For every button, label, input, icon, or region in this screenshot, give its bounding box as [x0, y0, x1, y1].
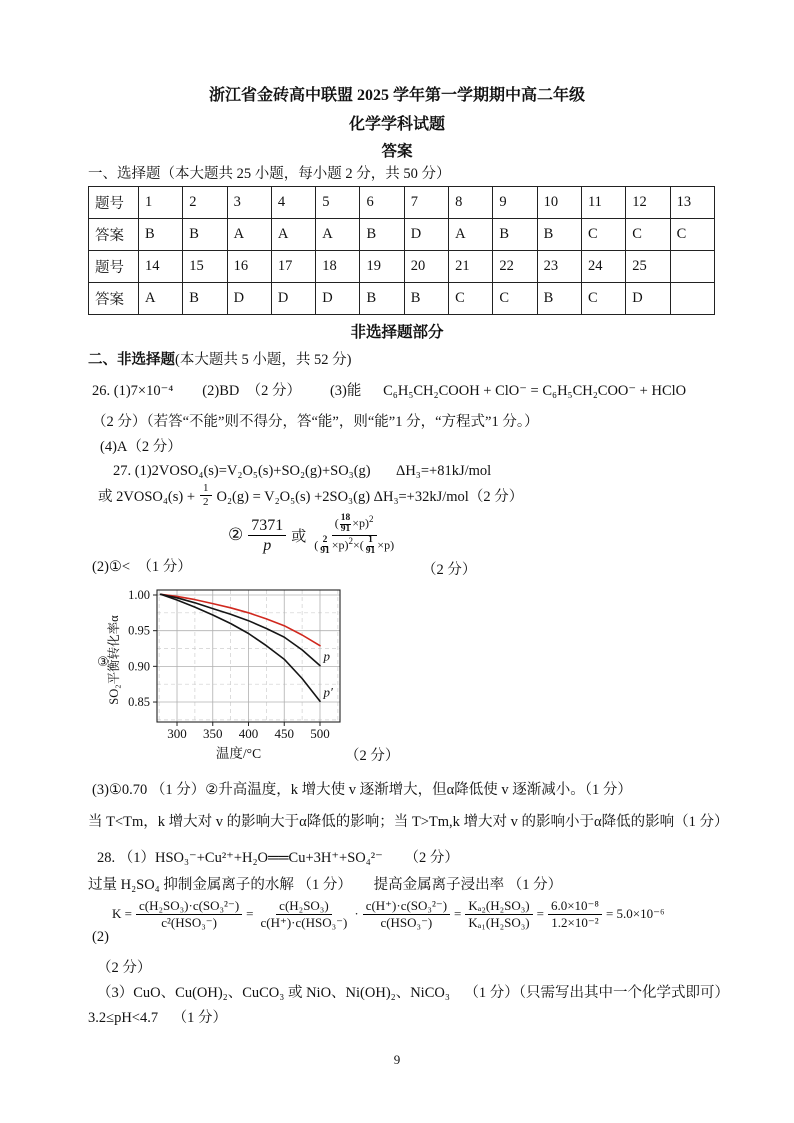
table-cell: 5 — [316, 187, 360, 219]
q28-answer-line2: 过量 H₂SO₄ 抑制金属离子的水解 （1 分） 提高金属离子浸出率 （1 分） — [88, 877, 563, 893]
y-tick-label: 0.90 — [128, 659, 150, 674]
table-cell: 20 — [404, 251, 448, 283]
q28-answer-line3: （3）CuO、Cu(OH)₂、CuCO₃ 或 NiO、Ni(OH)₂、NiCO₃ （1 分）（只需写出其中一个化学式即可） — [97, 985, 730, 1001]
circled-3-annotation: ③ — [97, 654, 109, 669]
table-cell: 9 — [493, 187, 537, 219]
x-tick-label: 350 — [203, 726, 223, 741]
table-cell: C — [449, 283, 493, 315]
table-cell: C — [626, 219, 670, 251]
k-fraction-2: $\frac{\text{c(H₂SO₃)}}{\text{c(H⁺)·c(HSO₃⁻)}}$ — [260, 898, 348, 930]
non-choice-heading-rest: (本大题共 5 小题，共 52 分) — [175, 352, 352, 368]
non-choice-section-heading — [88, 351, 351, 369]
increased-pressure-answer-curve — [161, 594, 320, 645]
table-cell: C — [670, 219, 714, 251]
k-prefix: K = — [112, 906, 132, 922]
table-cell: 2 — [183, 187, 227, 219]
q27-line2-post: O₂(g) = V₂O₅(s) +2SO₃(g) ΔH₃=+32kJ/mol（2 分） — [216, 489, 524, 506]
table-cell: B — [139, 219, 183, 251]
kp-denominator: ( $\frac{2}{91}$ ×p)$^2$×( $\frac{1}{91}$ ×p) — [314, 534, 395, 556]
x-tick-label: 300 — [167, 726, 187, 741]
table-cell: B — [537, 219, 581, 251]
table-row-header-cell: 答案 — [89, 219, 139, 251]
table-row-header-cell: 题号 — [89, 187, 139, 219]
table-cell: A — [316, 219, 360, 251]
table-cell: 14 — [139, 251, 183, 283]
y-tick-label: 1.00 — [128, 587, 150, 602]
k-result: = 5.0×10⁻⁶ — [605, 906, 665, 922]
table-cell: B — [537, 283, 581, 315]
kp-simple-fraction: $\frac{7371}{p}$ — [248, 516, 286, 555]
table-cell: B — [360, 283, 404, 315]
non-choice-part-heading: 非选择题部分 — [350, 324, 444, 341]
table-cell: 1 — [139, 187, 183, 219]
table-cell: 15 — [183, 251, 227, 283]
q27-sub2-score: （2 分） — [422, 562, 477, 578]
table-cell: B — [493, 219, 537, 251]
table-cell: C — [581, 219, 625, 251]
table-cell: 25 — [626, 251, 670, 283]
table-cell: D — [316, 283, 360, 315]
or-text: 或 — [291, 528, 307, 545]
choice-section-heading: 一、选择题（本大题共 25 小题，每小题 2 分，共 50 分） — [88, 166, 451, 182]
q27-kp-formula — [228, 514, 397, 557]
q27-chart-score: （2 分） — [345, 748, 400, 764]
table-cell: 19 — [360, 251, 404, 283]
kp-full-fraction — [311, 514, 397, 557]
table-cell: 16 — [227, 251, 271, 283]
table-cell: A — [139, 283, 183, 315]
table-cell: 11 — [581, 187, 625, 219]
x-tick-label: 400 — [238, 726, 259, 741]
q27-sub3-line1: (3)①0.70 （1 分）②升高温度，k 增大使 v 逐渐增大，但α降低使 v 逐渐减小。（1 分） — [92, 782, 632, 798]
table-cell: 3 — [227, 187, 271, 219]
table-cell: 23 — [537, 251, 581, 283]
non-choice-heading-bold: 二、非选择题 — [88, 352, 175, 368]
conversion-chart — [96, 583, 376, 771]
page-number: 9 — [393, 1052, 401, 1067]
table-cell: 12 — [626, 187, 670, 219]
answer-table — [88, 186, 715, 315]
table-cell: 21 — [449, 251, 493, 283]
table-cell: 7 — [404, 187, 448, 219]
y-axis-label: SO₂平衡转化率α — [107, 615, 121, 705]
p-curve-label: p — [323, 648, 331, 664]
table-cell: D — [626, 283, 670, 315]
table-cell: 22 — [493, 251, 537, 283]
table-cell: C — [581, 283, 625, 315]
table-cell — [670, 283, 714, 315]
y-tick-label: 0.95 — [128, 623, 150, 638]
page-title-line2: 化学学科试题 — [348, 116, 445, 133]
table-cell: C — [493, 283, 537, 315]
q27-sub2-label: (2)①< （1 分） — [92, 559, 192, 575]
x-tick-label: 500 — [310, 726, 330, 741]
q26-answer-line3: (4)A（2 分） — [100, 439, 182, 455]
table-cell — [670, 251, 714, 283]
q28-answer-line4: 3.2≤pH<4.7 （1 分） — [88, 1010, 227, 1026]
q28-answer-line1: 28. （1）HSO₃⁻+Cu²⁺+H₂O══Cu+3H⁺+SO₄²⁻ （2 分） — [97, 850, 459, 866]
table-cell: D — [227, 283, 271, 315]
page-title-answers: 答案 — [381, 143, 413, 160]
page-title-line1: 浙江省金砖高中联盟 2025 学年第一学期期中高二年级 — [208, 87, 585, 104]
table-cell: A — [449, 219, 493, 251]
q28-k-formula: K = $\frac{\text{c(H₂SO₃)·c(SO₃²⁻)}}{\text{c²(HSO₃⁻)}}$ = $\frac{\text{c(H₂SO₃)}}{\text{c(H⁺)·c(HSO₃⁻)}}$ · $\frac{\text{c(H⁺)·c(SO₃²⁻)}}{\text{c(HSO₃⁻)}}$ = $\frac{\text{Kₐ₂(H₂SO₃)}}{\text{Kₐ₁(H₂SO₃)}}$ = $\frac{\text{6.0×10⁻⁸}}{\text{1.2×10⁻²}}$ = 5.0×10⁻⁶ — [112, 898, 665, 930]
k-fraction-4: $\frac{\text{Kₐ₂(H₂SO₃)}}{\text{Kₐ₁(H₂SO₃)}}$ — [465, 898, 532, 930]
table-row-header-cell: 题号 — [89, 251, 139, 283]
p-prime-curve-label: p′ — [323, 684, 333, 700]
k-fraction-3: $\frac{\text{c(H⁺)·c(SO₃²⁻)}}{\text{c(HSO₃⁻)}}$ — [363, 898, 450, 930]
answer-table-body — [89, 187, 715, 315]
q26-answer-line1: 26. (1)7×10⁻⁴ (2)BD （2 分） (3)能 C₆H₅CH₂COOH + ClO⁻ = C₆H₅CH₂COO⁻ + HClO — [92, 383, 687, 399]
half-fraction: $\frac{1}{2}$ — [200, 482, 212, 509]
table-cell: B — [183, 283, 227, 315]
table-row-header-cell: 答案 — [89, 283, 139, 315]
q28-sub2-score: （2 分） — [97, 960, 152, 976]
table-cell: 6 — [360, 187, 404, 219]
x-axis-label: 温度/°C — [215, 746, 262, 761]
q27-line2-pre: 或 2VOSO₄(s) + — [98, 489, 196, 506]
table-cell: D — [404, 219, 448, 251]
table-cell: 4 — [271, 187, 315, 219]
k-fraction-5: $\frac{\text{6.0×10⁻⁸}}{\text{1.2×10⁻²}}$ — [548, 898, 602, 930]
table-cell: 17 — [271, 251, 315, 283]
x-tick-label: 450 — [274, 726, 294, 741]
circled-2: ② — [228, 525, 244, 545]
table-cell: 8 — [449, 187, 493, 219]
p-curve — [161, 594, 320, 665]
table-cell: 10 — [537, 187, 581, 219]
q27-answer-line2 — [98, 482, 523, 509]
q26-answer-line2: （2 分）（若答“不能”则不得分，答“能”，则“能”1 分，“方程式”1 分。） — [92, 414, 539, 430]
q27-answer-line1: 27. (1)2VOSO₄(s)=V₂O₅(s)+SO₂(g)+SO₃(g) ΔH₃=+81kJ/mol — [113, 463, 492, 479]
table-cell: 24 — [581, 251, 625, 283]
table-cell: B — [360, 219, 404, 251]
k-fraction-1: $\frac{\text{c(H₂SO₃)·c(SO₃²⁻)}}{\text{c²(HSO₃⁻)}}$ — [136, 898, 242, 930]
table-cell: 13 — [670, 187, 714, 219]
q27-sub3-line2: 当 T<Tm，k 增大对 v 的影响大于α降低的影响；当 T>Tm,k 增大对 v 的影响小于α降低的影响（1 分） — [88, 814, 729, 830]
table-cell: B — [183, 219, 227, 251]
table-cell: D — [271, 283, 315, 315]
kp-numerator: ( $\frac{18}{91}$ ×p)$^2$ — [332, 514, 377, 536]
table-cell: B — [404, 283, 448, 315]
table-cell: 18 — [316, 251, 360, 283]
y-tick-label: 0.85 — [128, 695, 150, 710]
q28-k-label: (2) — [92, 929, 109, 945]
table-cell: A — [227, 219, 271, 251]
table-cell: A — [271, 219, 315, 251]
